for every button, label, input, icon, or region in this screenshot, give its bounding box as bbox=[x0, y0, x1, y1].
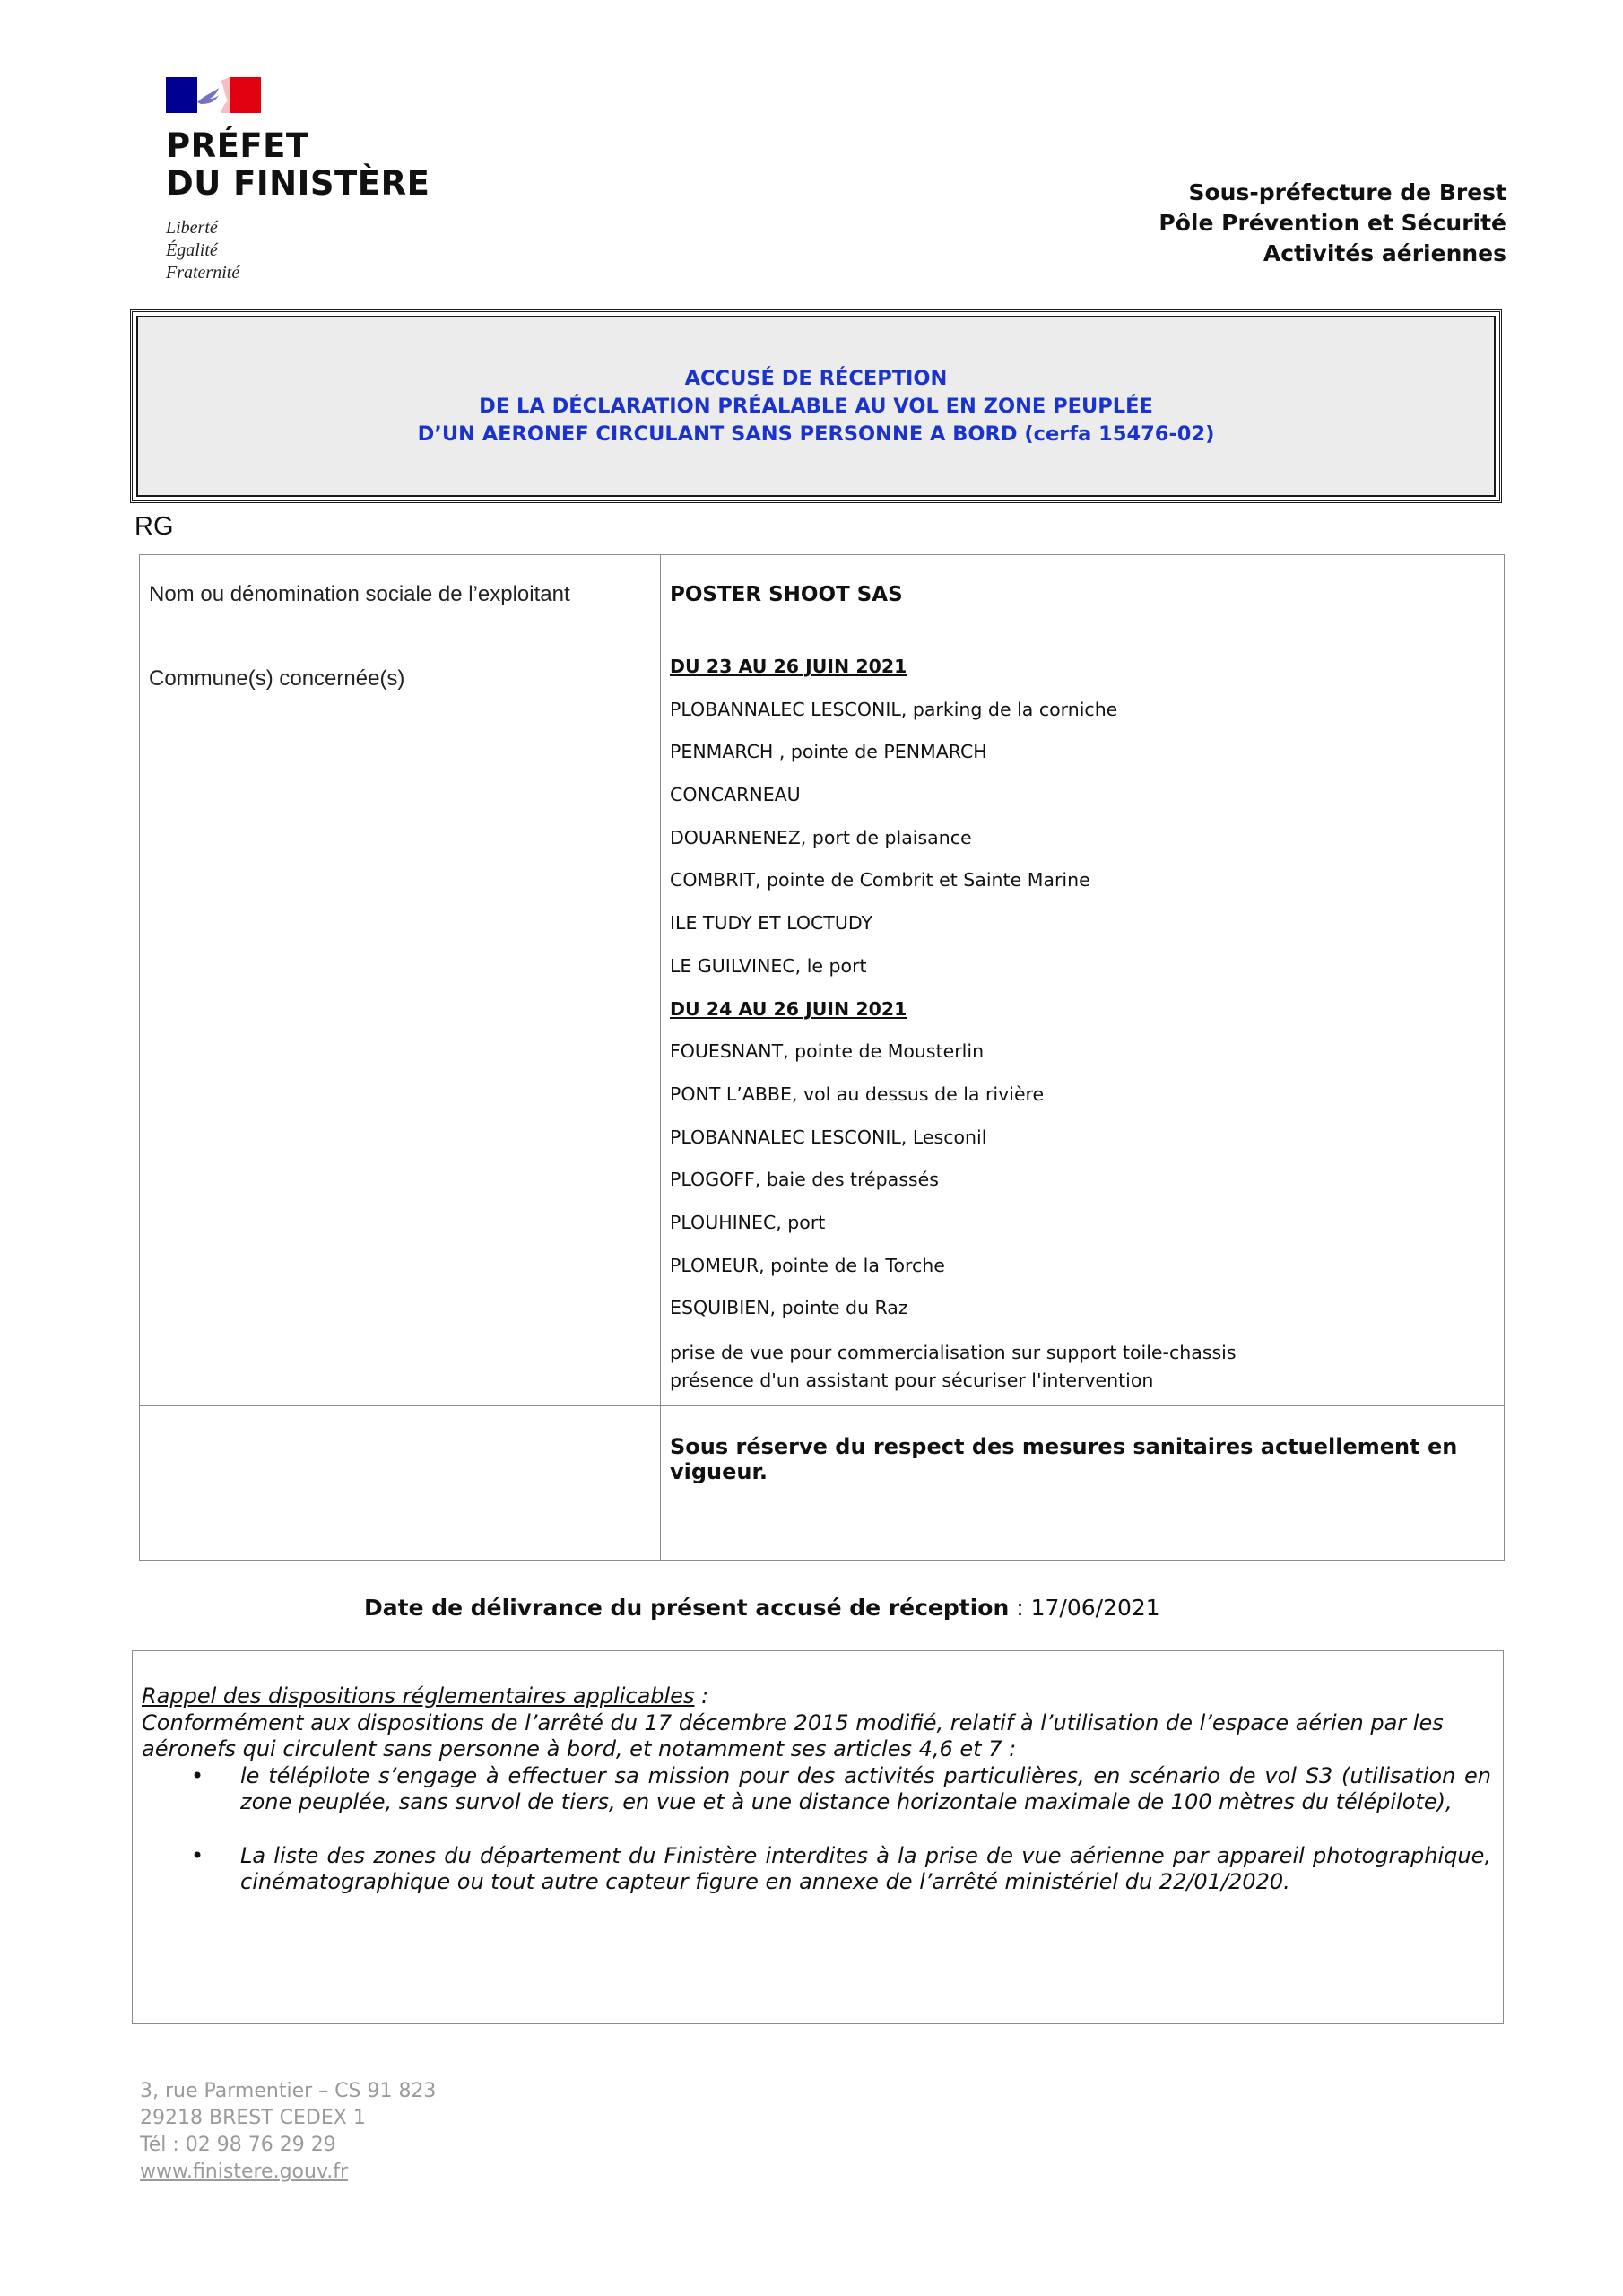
bullet-icon: • bbox=[191, 1762, 204, 1788]
list-item: ILE TUDY ET LOCTUDY bbox=[670, 912, 873, 935]
list-item: ESQUIBIEN, pointe du Raz bbox=[670, 1297, 908, 1319]
footer-address-line-2: 29218 BREST CEDEX 1 bbox=[140, 2107, 366, 2129]
reminder-item bbox=[142, 1763, 1491, 1816]
bullet-icon: • bbox=[191, 1842, 204, 1868]
list-item: PLOBANNALEC LESCONIL, Lesconil bbox=[670, 1126, 987, 1148]
prefecture-name-line1: PRÉFET bbox=[166, 126, 309, 165]
mission-note-line-1: prise de vue pour commercialisation sur support toile-chassis bbox=[670, 1342, 1237, 1363]
delivery-date-label: Date de délivrance du présent accusé de réception bbox=[364, 1595, 1010, 1621]
footer-address-line-1: 3, rue Parmentier – CS 91 823 bbox=[140, 2080, 437, 2102]
period-heading: DU 24 AU 26 JUIN 2021 bbox=[670, 997, 907, 1020]
prefecture-name bbox=[166, 127, 430, 203]
reminder-title: Rappel des dispositions réglementaires applicables bbox=[142, 1683, 695, 1709]
document-title-box bbox=[130, 309, 1502, 503]
period-heading: DU 23 AU 26 JUIN 2021 bbox=[670, 656, 907, 677]
operator-label: Nom ou dénomination sociale de l’exploitant bbox=[149, 582, 570, 606]
motto-egalite: Égalité bbox=[166, 240, 218, 260]
reminder-item-text: La liste des zones du département du Finistère interdites à la prise de vue aérienne par appareil photographique, cinématographique ou tout autre capteur figure en annexe de l’arrêté ministériel du 22/01/2020. bbox=[240, 1842, 1491, 1894]
mission-note-line-2: présence d'un assistant pour sécuriser l'intervention bbox=[670, 1370, 1154, 1391]
republic-motto bbox=[166, 217, 430, 284]
footer-contact bbox=[140, 2078, 436, 2186]
motto-liberte: Liberté bbox=[166, 218, 218, 238]
issuing-office bbox=[1159, 178, 1506, 269]
reminder-title-suffix: : bbox=[694, 1683, 709, 1709]
reminder-item bbox=[142, 1843, 1491, 1896]
sanitary-condition: Sous réserve du respect des mesures sanitaires actuellement en vigueur. bbox=[670, 1434, 1458, 1484]
list-item: PONT L’ABBE, vol au dessus de la rivière bbox=[670, 1083, 1045, 1105]
reminder-intro: Conformément aux dispositions de l’arrêté du 17 décembre 2015 modifié, relatif à l’utilisation de l’espace aérien par les aéronefs qui circulent sans personne à bord, et notamment ses articles 4,6 et 7 : bbox=[142, 1709, 1444, 1761]
table-row-operator bbox=[140, 555, 1505, 639]
operator-value: POSTER SHOOT SAS bbox=[670, 583, 903, 606]
reminder-heading bbox=[142, 1683, 1491, 1710]
delivery-date-separator: : bbox=[1009, 1595, 1031, 1621]
list-item: LE GUILVINEC, le port bbox=[670, 954, 867, 977]
list-item: FOUESNANT, pointe de Mousterlin bbox=[670, 1040, 985, 1063]
list-item: PLOUHINEC, port bbox=[670, 1211, 826, 1233]
title-line-1: ACCUSÉ DE RÉCEPTION bbox=[684, 366, 948, 390]
list-item: PLOBANNALEC LESCONIL, parking de la corniche bbox=[670, 698, 1118, 720]
declaration-table bbox=[139, 554, 1505, 1561]
communes-label: Commune(s) concernée(s) bbox=[149, 666, 405, 691]
office-line-1: Sous-préfecture de Brest bbox=[1188, 179, 1506, 205]
table-row-conditions bbox=[140, 1406, 1505, 1561]
list-item: DOUARNENEZ, port de plaisance bbox=[670, 826, 972, 848]
list-item: CONCARNEAU bbox=[670, 784, 801, 806]
office-line-2: Pôle Prévention et Sécurité bbox=[1159, 210, 1506, 236]
prefecture-logo bbox=[166, 77, 430, 284]
regulations-reminder-box bbox=[132, 1650, 1504, 2024]
marianne-flag-icon bbox=[166, 77, 261, 113]
table-row-communes bbox=[140, 639, 1505, 1406]
list-item: PENMARCH , pointe de PENMARCH bbox=[670, 741, 987, 763]
communes-list bbox=[661, 639, 1504, 1395]
prefecture-name-line2: DU FINISTÈRE bbox=[166, 164, 430, 203]
footer-phone: Tél : 02 98 76 29 29 bbox=[140, 2134, 336, 2156]
mission-note bbox=[670, 1339, 1495, 1395]
motto-fraternite: Fraternité bbox=[166, 263, 240, 283]
footer-website-link[interactable]: www.finistere.gouv.fr bbox=[140, 2161, 349, 2183]
list-item: PLOGOFF, baie des trépassés bbox=[670, 1169, 939, 1191]
list-item: PLOMEUR, pointe de la Torche bbox=[670, 1254, 945, 1276]
office-line-3: Activités aériennes bbox=[1263, 240, 1506, 266]
title-line-2: DE LA DÉCLARATION PRÉALABLE AU VOL EN ZONE PEUPLÉE bbox=[479, 394, 1153, 418]
delivery-date-value: 17/06/2021 bbox=[1030, 1595, 1160, 1621]
list-item: COMBRIT, pointe de Combrit et Sainte Marine bbox=[670, 869, 1090, 891]
delivery-date-line bbox=[364, 1595, 1160, 1621]
title-line-3: D’UN AERONEF CIRCULANT SANS PERSONNE A BORD (cerfa 15476-02) bbox=[417, 422, 1215, 446]
author-initials: RG bbox=[135, 512, 174, 541]
reminder-item-text: le télépilote s’engage à effectuer sa mission pour des activités particulières, en scénario de vol S3 (utilisation en zone peuplée, sans survol de tiers, en vue et à une distance horizontale maximale de 100 mètres du télépilote), bbox=[240, 1762, 1491, 1814]
